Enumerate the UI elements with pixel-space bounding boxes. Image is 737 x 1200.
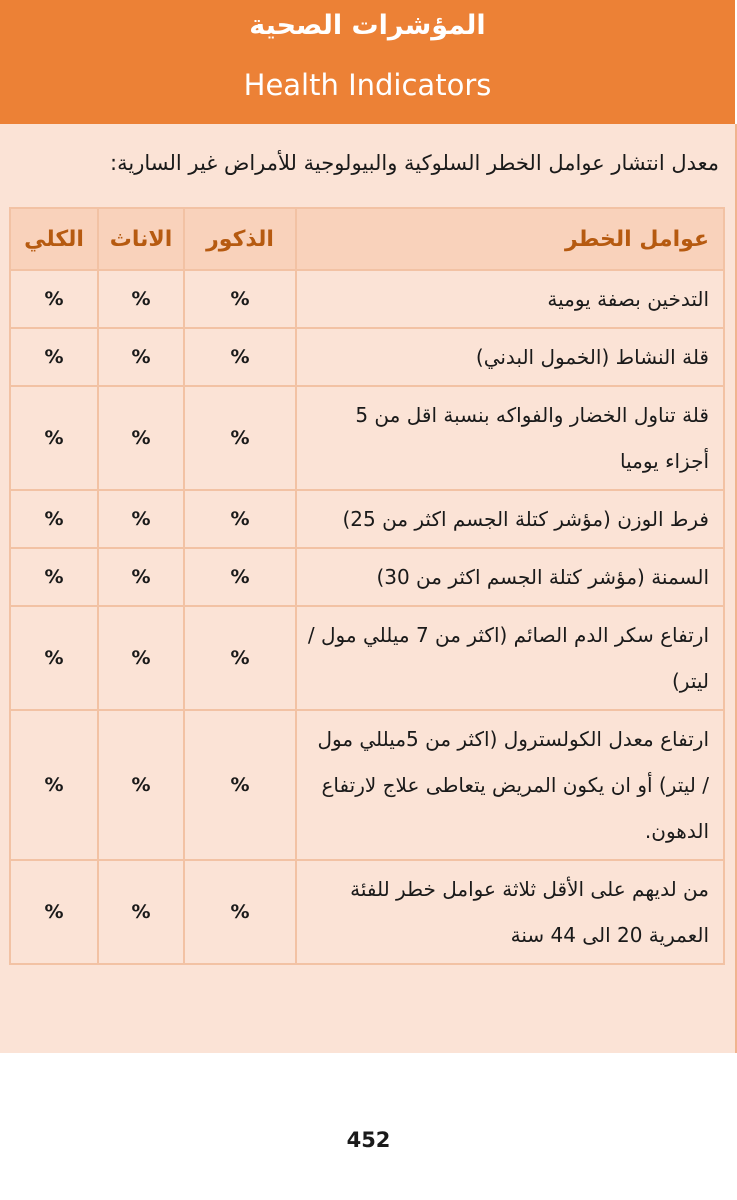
table-row: [10, 710, 724, 860]
total-value: %: [10, 328, 98, 386]
total-value: %: [10, 386, 98, 490]
risk-factors-table: [9, 207, 725, 965]
table-row: [10, 860, 724, 964]
total-value: %: [10, 490, 98, 548]
females-value: %: [98, 328, 184, 386]
females-value: %: [98, 490, 184, 548]
header-title-arabic: المؤشرات الصحية: [249, 10, 486, 41]
total-value: %: [10, 860, 98, 964]
females-value: %: [98, 548, 184, 606]
males-value: %: [184, 270, 296, 328]
risk-factor-cell: قلة النشاط (الخمول البدني): [296, 328, 724, 386]
females-value: %: [98, 860, 184, 964]
males-value: %: [184, 710, 296, 860]
males-value: %: [184, 328, 296, 386]
table-row: [10, 548, 724, 606]
total-value: %: [10, 548, 98, 606]
risk-factor-cell: السمنة (مؤشر كتلة الجسم اكثر من 30): [296, 548, 724, 606]
table-row: [10, 270, 724, 328]
males-value: %: [184, 606, 296, 710]
content-panel: [0, 124, 737, 1053]
header-title-english: Health Indicators: [243, 68, 492, 102]
total-value: %: [10, 606, 98, 710]
males-value: %: [184, 386, 296, 490]
females-value: %: [98, 386, 184, 490]
males-value: %: [184, 860, 296, 964]
total-value: %: [10, 270, 98, 328]
table-row: [10, 386, 724, 490]
risk-factor-cell: قلة تناول الخضار والفواكه بنسبة اقل من 5 أجزاء يوميا: [296, 386, 724, 490]
header-total: الكلي: [10, 208, 98, 270]
table-header-row: [10, 208, 724, 270]
page-number: 452: [346, 1128, 391, 1152]
total-value: %: [10, 710, 98, 860]
females-value: %: [98, 606, 184, 710]
table-row: [10, 606, 724, 710]
risk-factor-cell: من لديهم على الأقل ثلاثة عوامل خطر للفئة العمرية 20 الى 44 سنة: [296, 860, 724, 964]
males-value: %: [184, 548, 296, 606]
page-header: [0, 0, 735, 124]
table-row: [10, 328, 724, 386]
table-row: [10, 490, 724, 548]
header-females: الاناث: [98, 208, 184, 270]
header-males: الذكور: [184, 208, 296, 270]
risk-factor-cell: التدخين بصفة يومية: [296, 270, 724, 328]
females-value: %: [98, 710, 184, 860]
females-value: %: [98, 270, 184, 328]
header-risk-factors: عوامل الخطر: [296, 208, 724, 270]
risk-factor-cell: ارتفاع سكر الدم الصائم (اكثر من 7 ميللي مول / ليتر): [296, 606, 724, 710]
risk-factor-cell: ارتفاع معدل الكولسترول (اكثر من 5ميللي مول / ليتر) أو ان يكون المريض يتعاطى علاج لارتفاع الدهون.: [296, 710, 724, 860]
males-value: %: [184, 490, 296, 548]
section-subtitle: معدل انتشار عوامل الخطر السلوكية والبيولوجية للأمراض غير السارية:: [110, 151, 719, 175]
risk-factor-cell: فرط الوزن (مؤشر كتلة الجسم اكثر من 25): [296, 490, 724, 548]
